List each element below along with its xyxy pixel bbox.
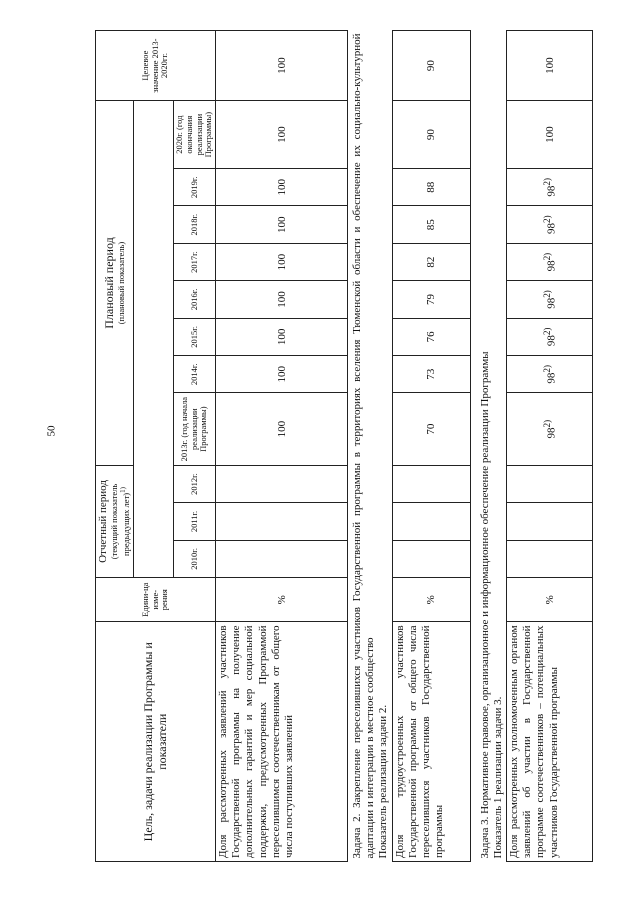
row-target: 100 — [507, 31, 593, 101]
cell-sup: 2) — [541, 177, 552, 186]
report-sub: (текущий показатель предыдущих лет) — [108, 483, 132, 560]
cell: 79 — [392, 281, 470, 318]
cell: 98 — [545, 427, 558, 439]
cell: 100 — [507, 101, 593, 169]
plan-title: Плановый период — [101, 237, 116, 329]
row-unit: % — [507, 578, 593, 622]
table-row — [216, 31, 348, 862]
cell-sup: 2) — [541, 364, 552, 373]
row-text: Доля трудоустроенных участников Государственной программы от общего числа переселившихся участников Государственной программы — [392, 622, 470, 862]
page-number: 50 — [45, 425, 58, 437]
cell — [216, 465, 348, 502]
cell — [507, 465, 593, 502]
cell: 100 — [216, 318, 348, 355]
cell: 98 — [545, 185, 558, 197]
plan-sub: (плановый показатель) — [115, 241, 126, 325]
cell — [392, 465, 470, 502]
row-target: 90 — [392, 31, 470, 101]
year-col: 2019г. — [174, 169, 216, 206]
cell: 100 — [216, 169, 348, 206]
year-col: 2011г. — [174, 503, 216, 540]
row-unit: % — [392, 578, 470, 622]
goal-header: Цель, задачи реализации Программы и показатели — [96, 622, 216, 862]
task-row — [348, 31, 393, 862]
cell-sup: 2) — [541, 327, 552, 336]
cell — [392, 540, 470, 577]
year-col: 2010г. — [174, 540, 216, 577]
task-2-text: Задача 2. Закрепление переселившихся участников Государственной программы в территориях вселения Тюменской области и обеспечение их социально-культурной адаптации и интеграции в местное сообщество — [351, 33, 377, 859]
year-col: 2017г. — [174, 243, 216, 280]
year-col: 2013г. (год начала реализации Программы) — [174, 393, 216, 465]
unit-header: Едини-ца изме-рения — [96, 578, 216, 622]
cell: 100 — [216, 356, 348, 393]
cell — [507, 503, 593, 540]
cell — [216, 503, 348, 540]
plan-header — [96, 101, 134, 466]
table-row — [507, 31, 593, 862]
cell — [507, 540, 593, 577]
cell: 98 — [545, 335, 558, 347]
rotated-table-sheet — [95, 30, 607, 862]
cell: 100 — [216, 243, 348, 280]
cell: 100 — [216, 101, 348, 169]
cell — [392, 503, 470, 540]
task-3-text: Задача 3. Нормативное правовое, организационное и информационное обеспечение реализации Программы — [478, 351, 491, 859]
cell-sup: 2) — [541, 419, 552, 428]
task-3 — [470, 31, 506, 862]
report-title: Отчетный период — [97, 480, 109, 563]
report-header — [96, 465, 134, 577]
task-2 — [348, 31, 393, 862]
year-col: 2018г. — [174, 206, 216, 243]
indicator-table — [95, 30, 593, 862]
row-text: Доля рассмотренных уполномоченным органом заявлений об участии в Государственной программе соотечественников – потенциальных участников Государственной программы — [507, 622, 593, 862]
cell: 98 — [545, 372, 558, 384]
cell: 98 — [545, 260, 558, 272]
cell-sup: 2) — [541, 290, 552, 298]
cell: 100 — [216, 281, 348, 318]
cell: 76 — [392, 318, 470, 355]
cell: 70 — [392, 393, 470, 465]
year-col: 2020г. (год окончания реализации Программы) — [174, 101, 216, 169]
task-3-indicator: Показатель 1 реализации задачи 3. — [491, 696, 504, 859]
cell: 73 — [392, 356, 470, 393]
year-col: 2012г. — [174, 465, 216, 502]
target-header: Целевое значение 2013-2020гг. — [96, 31, 216, 101]
cell-sup: 2) — [541, 252, 552, 261]
cell: 98 — [545, 297, 558, 309]
cell: 88 — [392, 169, 470, 206]
cell: 100 — [216, 393, 348, 465]
row-unit: % — [216, 578, 348, 622]
row-text: Доля рассмотренных заявлений участников Государственной программы на получение дополнительных гарантий и мер социальной поддержки, предусмотренных Программой переселившимся соотечественникам от общего числа поступивших заявлений — [216, 622, 348, 862]
task-row — [470, 31, 506, 862]
year-col: 2015г. — [174, 318, 216, 355]
table-row — [392, 31, 470, 862]
task-2-indicator: Показатель реализации задачи 2. — [377, 704, 390, 859]
cell: 82 — [392, 243, 470, 280]
cell: 100 — [216, 206, 348, 243]
cell-sup: 2) — [541, 215, 552, 223]
cell — [216, 540, 348, 577]
year-col: 2014г. — [174, 356, 216, 393]
year-col: 2016г. — [174, 281, 216, 318]
cell: 98 — [545, 223, 558, 234]
report-sup: 1) — [119, 486, 128, 493]
row-target: 100 — [216, 31, 348, 101]
cell: 85 — [392, 206, 470, 243]
cell: 90 — [392, 101, 470, 169]
